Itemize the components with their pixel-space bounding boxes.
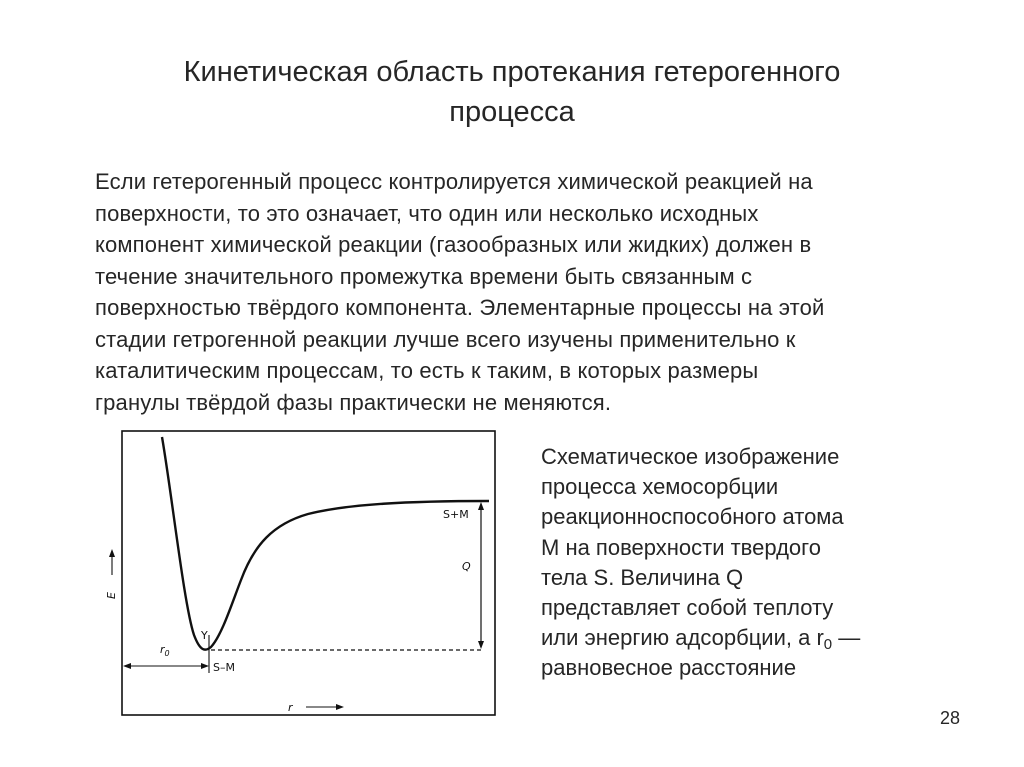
intro-paragraph — [95, 166, 965, 418]
potential-curve — [162, 437, 489, 650]
caption-line: процесса хемосорбции — [541, 474, 779, 500]
caption-line: реакционноспособного атома — [541, 504, 844, 530]
caption-line: тела S. Величина Q — [541, 564, 744, 590]
r0-label-main: r — [160, 643, 165, 656]
intro-line: гранулы твёрдой фазы практически не меняются. — [95, 389, 612, 415]
r0-arrow-head-right — [201, 663, 209, 669]
intro-line: стадии гетрогенной реакции лучше всего изучены применительно к — [95, 326, 796, 352]
caption-line: равновесное расстояние — [541, 655, 797, 681]
r0-label — [160, 643, 170, 658]
intro-line: течение значительного промежутка времени быть связанным с — [95, 263, 753, 289]
bound-state-label: S–M — [213, 661, 235, 674]
q-label: Q — [462, 560, 471, 573]
r0-label-sub: 0 — [164, 649, 170, 658]
r-axis-arrow-head — [336, 704, 344, 710]
page-number: 28 — [940, 708, 961, 728]
q-arrow-head-top — [478, 502, 484, 510]
figure-frame — [122, 431, 495, 715]
figure-svg — [98, 425, 510, 725]
caption-line: Схематическое изображение — [541, 444, 840, 469]
y-axis-label: E — [105, 592, 118, 599]
figure-caption — [541, 442, 961, 684]
caption-line: представляет собой теплоту — [541, 595, 834, 621]
caption-line: М на поверхности твердого — [541, 534, 821, 560]
slide-title — [60, 52, 964, 132]
intro-line: поверхности, то это означает, что один или несколько исходных — [95, 200, 759, 226]
title-line-2: процесса — [449, 96, 575, 128]
caption-line-with-subscript — [541, 623, 961, 653]
intro-line: компонент химической реакции (газообразных или жидких) должен в — [95, 232, 812, 257]
e-axis-arrow-head — [109, 549, 115, 557]
intro-line: каталитическим процессам, то есть к таким, в которых размеры — [95, 358, 759, 383]
asymptote-label: S+M — [443, 508, 469, 521]
x-axis-label: r — [288, 701, 293, 714]
intro-line: Если гетерогенный процесс контролируется химической реакцией на — [95, 169, 813, 194]
caption-line7-prefix: или энергию адсорбции, а r — [541, 625, 824, 651]
title-line-1: Кинетическая область протекания гетерогенного — [183, 56, 841, 88]
q-arrow-head-bottom — [478, 641, 484, 649]
minimum-label: Y — [201, 629, 208, 642]
r0-arrow-head-left — [123, 663, 131, 669]
chemisorption-potential-figure — [98, 425, 510, 725]
intro-line: поверхностью твёрдого компонента. Элементарные процессы на этой — [95, 295, 825, 320]
caption-line7-subscript: 0 — [823, 636, 833, 654]
caption-line7-suffix: — — [832, 625, 861, 651]
